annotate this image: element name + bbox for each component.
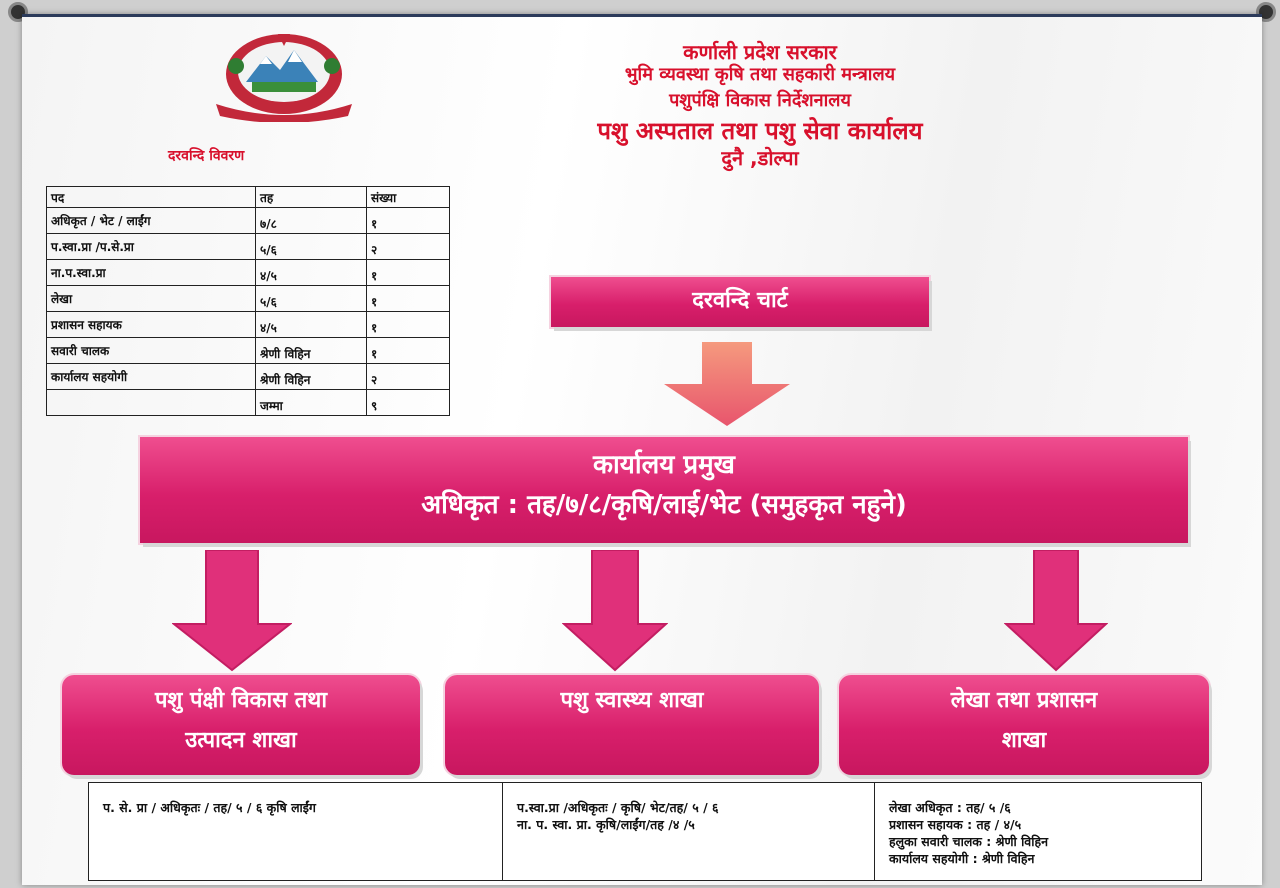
table-cell: अधिकृत / भेट / लाईंग (47, 208, 256, 234)
table-row (47, 312, 450, 338)
detail-line: हलुका सवारी चालक : श्रेणी विहिन (889, 834, 1049, 849)
header-province: कर्णाली प्रदेश सरकार (683, 40, 837, 64)
table-cell: कार्यालय सहयोगी (47, 364, 256, 390)
table-cell: १ (367, 260, 450, 286)
nepal-emblem-icon (208, 26, 360, 122)
branch-label-line2: उत्पादन शाखा (185, 728, 297, 753)
table-header-row (47, 187, 450, 208)
header-office: पशु अस्पताल तथा पशु सेवा कार्यालय (597, 117, 923, 145)
branch-livestock-development (62, 675, 420, 775)
table-cell: १ (367, 312, 450, 338)
table-cell: १ (367, 338, 450, 364)
table-cell: १ (367, 208, 450, 234)
staff-table-title: दरवन्दि विवरण (168, 148, 245, 164)
table-cell: प्रशासन सहायक (47, 312, 256, 338)
arrow-down-icon (662, 342, 792, 428)
branch-label-line2: शाखा (1001, 728, 1047, 753)
table-cell: २ (367, 364, 450, 390)
table-row (47, 260, 450, 286)
branch-animal-health (445, 675, 819, 775)
table-cell: ४/५ (256, 260, 367, 286)
table-row (47, 338, 450, 364)
arrow-down-icon (1004, 550, 1108, 672)
detail-line: प.स्वा.प्रा /अधिकृतः / कृषि/ भेट/तह/ ५ / ६ (517, 800, 719, 815)
column-header: पद (47, 187, 256, 208)
table-row (47, 208, 450, 234)
arrow-down-icon (562, 550, 668, 672)
table-row (47, 286, 450, 312)
branch-accounts-administration (839, 675, 1209, 775)
table-cell: ना.प.स्वा.प्रा (47, 260, 256, 286)
table-cell: ५/६ (256, 234, 367, 260)
detail-line: प. से. प्रा / अधिकृतः / तह/ ५ / ६ कृषि लाईंग (103, 800, 316, 815)
detail-line: लेखा अधिकृत : तह/ ५ /६ (889, 800, 1011, 815)
table-total-row (47, 390, 450, 416)
chart-title-box: दरवन्दि चार्ट (551, 277, 929, 327)
column-header: तह (256, 187, 367, 208)
header-directorate: पशुपंक्षि विकास निर्देशनालय (669, 90, 851, 111)
detail-cell-livestock (89, 783, 503, 880)
table-row (47, 364, 450, 390)
table-row (47, 234, 450, 260)
detail-line: ना. प. स्वा. प्रा. कृषि/लाईंग/तह /४ /५ (517, 817, 695, 832)
office-head-box (140, 437, 1188, 543)
header-ministry: भुमि व्यवस्था कृषि तथा सहकारी मन्त्रालय (624, 64, 896, 85)
header-location: दुनै ,डोल्पा (721, 146, 799, 170)
table-cell: श्रेणी विहिन (256, 364, 367, 390)
table-cell: २ (367, 234, 450, 260)
table-cell: लेखा (47, 286, 256, 312)
table-cell: ९ (367, 390, 450, 416)
arrow-down-icon (172, 550, 292, 672)
detail-cell-health (503, 783, 875, 880)
branch-label-line1: लेखा तथा प्रशासन (950, 688, 1098, 713)
table-cell: ५/६ (256, 286, 367, 312)
table-cell: जम्मा (256, 390, 367, 416)
branch-label-line1: पशु पंक्षी विकास तथा (154, 688, 328, 713)
office-head-title: कार्यालय प्रमुख (593, 450, 735, 480)
detail-line: कार्यालय सहयोगी : श्रेणी विहिन (889, 851, 1035, 866)
office-head-detail: अधिकृत : तह/७/८/कृषि/लाई/भेट (समुहकृत नहुने) (421, 490, 907, 520)
table-cell: प.स्वा.प्रा /प.से.प्रा (47, 234, 256, 260)
branch-label-line1: पशु स्वास्थ्य शाखा (560, 688, 704, 713)
table-cell: सवारी चालक (47, 338, 256, 364)
table-cell (47, 390, 256, 416)
detail-line: प्रशासन सहायक : तह / ४/५ (889, 817, 1022, 832)
table-cell: ७/८ (256, 208, 367, 234)
table-cell: १ (367, 286, 450, 312)
table-cell: ४/५ (256, 312, 367, 338)
staff-table (46, 186, 450, 416)
column-header: संख्या (367, 187, 450, 208)
table-cell: श्रेणी विहिन (256, 338, 367, 364)
detail-cell-admin (875, 783, 1201, 880)
branch-staff-details (88, 782, 1202, 881)
